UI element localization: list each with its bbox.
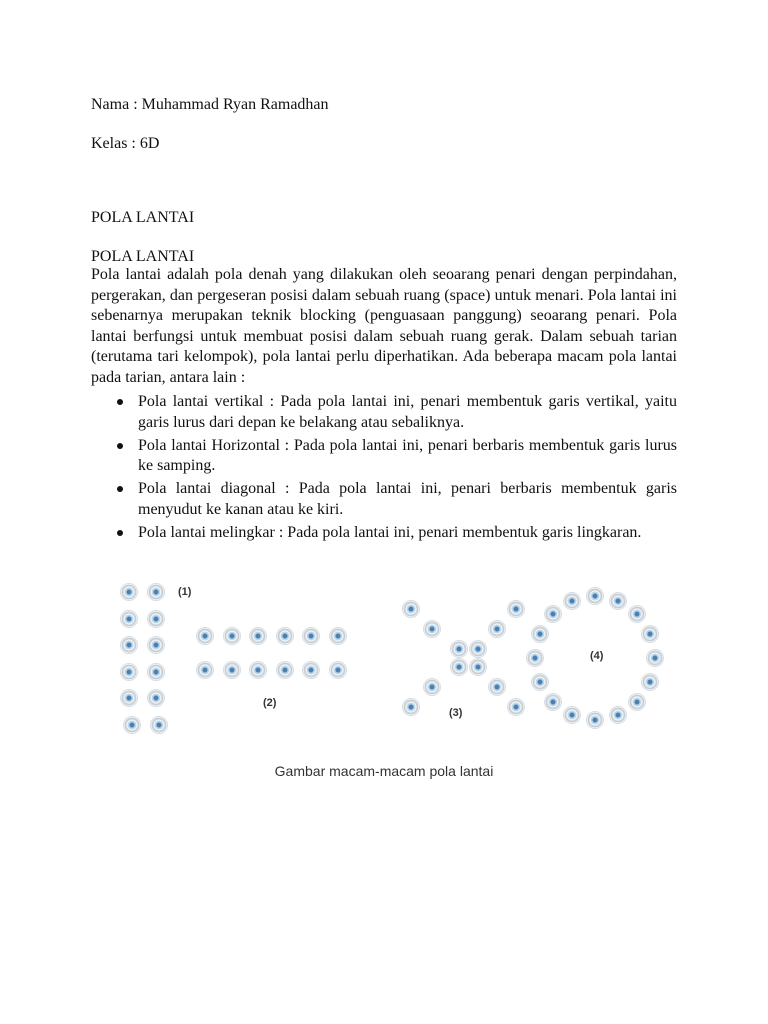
dancer-marker bbox=[250, 628, 266, 644]
dancer-marker bbox=[610, 593, 626, 609]
dancer-marker bbox=[564, 593, 580, 609]
dancer-marker bbox=[451, 659, 467, 675]
student-class: Kelas : 6D bbox=[91, 135, 160, 152]
figure-caption: Gambar macam-macam pola lantai bbox=[274, 763, 494, 779]
dancer-marker bbox=[424, 679, 440, 695]
dancer-marker bbox=[148, 584, 164, 600]
dancer-marker bbox=[564, 707, 580, 723]
figure-label-3: (3) bbox=[449, 707, 463, 719]
dancer-marker bbox=[508, 601, 524, 617]
dancer-marker bbox=[277, 662, 293, 678]
dancer-marker bbox=[250, 662, 266, 678]
list-item-circular bbox=[91, 523, 677, 544]
list-item-horizontal bbox=[91, 436, 677, 477]
dancer-marker bbox=[151, 717, 167, 733]
list-item-text: Pola lantai melingkar : Pada pola lantai ini, penari membentuk garis lingkaran. bbox=[138, 523, 642, 541]
bullet-icon bbox=[117, 443, 123, 449]
intro-paragraph: Pola lantai adalah pola denah yang dilakukan oleh seoarang penari dengan perpindahan, pergerakan, dan pergeseran posisi dalam sebuah ruang (space) untuk menari. Pola lantai ini sebenarnya merupakan teknik blocking (penguasaan panggung) seoarang penari. Pola lantai berfungsi untuk membuat posisi dalam sebuah ruang gerak. Dalam sebuah tarian (terutama tari kelompok), pola lantai perlu diperhatikan. Ada beberapa macam pola lantai pada tarian, antara lain : bbox=[91, 266, 677, 386]
list-item-text: Pola lantai Horizontal : Pada pola lantai ini, penari berbaris membentuk garis lurus ke samping. bbox=[138, 436, 677, 474]
dancer-marker bbox=[330, 662, 346, 678]
floor-pattern-figure bbox=[112, 578, 672, 748]
dancer-marker bbox=[121, 637, 137, 653]
dancer-marker bbox=[277, 628, 293, 644]
bullet-icon bbox=[117, 399, 123, 405]
dancer-marker bbox=[148, 690, 164, 706]
dancer-marker bbox=[121, 611, 137, 627]
dancer-marker bbox=[121, 690, 137, 706]
dancer-marker bbox=[124, 717, 140, 733]
dancer-marker bbox=[532, 626, 548, 642]
dancer-marker bbox=[403, 601, 419, 617]
section-heading: POLA LANTAI bbox=[91, 248, 195, 265]
bullet-icon bbox=[117, 486, 123, 492]
dancer-marker bbox=[647, 650, 663, 666]
dancer-marker bbox=[629, 694, 645, 710]
figure-label-2: (2) bbox=[263, 697, 277, 709]
list-item-text: Pola lantai diagonal : Pada pola lantai ini, penari berbaris membentuk garis menyudut ke kanan atau ke kiri. bbox=[138, 480, 677, 518]
dancer-marker bbox=[470, 659, 486, 675]
list-item-vertical bbox=[91, 392, 677, 433]
dancer-marker bbox=[629, 606, 645, 622]
figure-label-1: (1) bbox=[178, 586, 192, 598]
dancer-marker bbox=[424, 621, 440, 637]
dancer-marker bbox=[545, 606, 561, 622]
dancer-marker bbox=[587, 588, 603, 604]
dancer-marker bbox=[489, 621, 505, 637]
dancer-marker bbox=[224, 662, 240, 678]
student-name: Nama : Muhammad Ryan Ramadhan bbox=[91, 96, 329, 113]
dancer-marker bbox=[545, 694, 561, 710]
dancer-marker bbox=[489, 679, 505, 695]
dancer-marker bbox=[303, 628, 319, 644]
dancer-marker bbox=[197, 628, 213, 644]
document-title: POLA LANTAI bbox=[91, 209, 195, 226]
dancer-marker bbox=[610, 707, 626, 723]
dancer-marker bbox=[527, 650, 543, 666]
dancer-marker bbox=[224, 628, 240, 644]
bullet-icon bbox=[117, 530, 123, 536]
dancer-marker bbox=[470, 641, 486, 657]
dancer-marker bbox=[121, 664, 137, 680]
dancer-marker bbox=[148, 611, 164, 627]
dancer-marker bbox=[403, 699, 419, 715]
dancer-marker bbox=[532, 674, 548, 690]
dancer-marker bbox=[121, 584, 137, 600]
dancer-marker bbox=[587, 712, 603, 728]
dancer-marker bbox=[642, 674, 658, 690]
pattern-list bbox=[91, 392, 677, 546]
dancer-marker bbox=[148, 664, 164, 680]
dancer-marker bbox=[148, 637, 164, 653]
list-item-text: Pola lantai vertikal : Pada pola lantai ini, penari membentuk garis vertikal, yaitu garis lurus dari depan ke belakang atau sebaliknya. bbox=[138, 393, 677, 431]
dancer-marker bbox=[197, 662, 213, 678]
dancer-marker bbox=[642, 626, 658, 642]
dancer-marker bbox=[330, 628, 346, 644]
dancer-marker bbox=[508, 699, 524, 715]
list-item-diagonal bbox=[91, 479, 677, 520]
dancer-marker bbox=[451, 641, 467, 657]
figure-label-4: (4) bbox=[590, 650, 604, 662]
dancer-marker bbox=[303, 662, 319, 678]
